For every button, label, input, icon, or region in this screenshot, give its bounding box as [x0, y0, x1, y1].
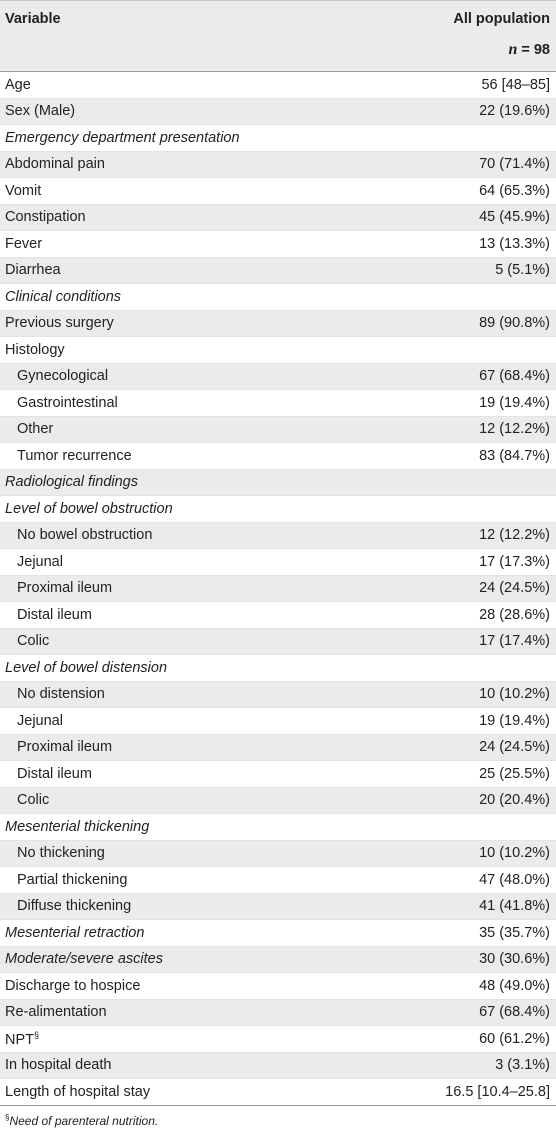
row-label — [5, 898, 131, 914]
table-row — [0, 602, 556, 629]
row-label-text: Distal ileum — [17, 765, 92, 782]
row-value: 5 (5.1%) — [495, 262, 550, 279]
table-row — [0, 364, 556, 391]
row-label — [5, 474, 138, 490]
row-value: 89 (90.8%) — [479, 315, 550, 332]
row-label-text: Length of hospital stay — [5, 1083, 151, 1100]
row-label-text: Vomit — [5, 182, 42, 199]
table-row — [0, 337, 556, 364]
row-value: 28 (28.6%) — [479, 606, 550, 623]
row-label — [5, 103, 75, 119]
row-label-text: Partial thickening — [17, 871, 128, 888]
row-label-text: No distension — [17, 686, 105, 703]
table-row — [0, 549, 556, 576]
row-label — [5, 315, 114, 331]
row-label — [5, 686, 105, 702]
row-value: 19 (19.4%) — [479, 394, 550, 411]
row-value: 12 (12.2%) — [479, 527, 550, 544]
row-label-text: Diarrhea — [5, 262, 61, 279]
row-label-text: Level of bowel obstruction — [5, 500, 173, 517]
row-label-text: Radiological findings — [5, 474, 138, 491]
row-value: 83 (84.7%) — [479, 447, 550, 464]
table-row — [0, 99, 556, 126]
row-label — [5, 819, 149, 835]
table-row — [0, 761, 556, 788]
row-value: 56 [48–85] — [481, 76, 550, 93]
population-column-header: All population — [453, 11, 550, 27]
row-label-text: Age — [5, 76, 31, 93]
row-label-text: In hospital death — [5, 1057, 112, 1074]
row-label-text: Emergency department presentation — [5, 129, 240, 146]
row-label-text: Distal ileum — [17, 606, 92, 623]
table-row — [0, 1053, 556, 1080]
table-row — [0, 443, 556, 470]
row-label — [5, 448, 132, 464]
row-label — [5, 395, 118, 411]
table-footnote — [0, 1113, 556, 1128]
row-label — [5, 368, 108, 384]
row-label — [5, 713, 63, 729]
table-row — [0, 125, 556, 152]
row-label — [5, 289, 121, 305]
row-value: 17 (17.3%) — [479, 553, 550, 570]
row-label — [5, 1057, 111, 1073]
row-value: 41 (41.8%) — [479, 898, 550, 915]
sample-size-label — [508, 41, 550, 59]
row-value: 45 (45.9%) — [479, 209, 550, 226]
table-row — [0, 470, 556, 497]
row-label — [5, 739, 112, 755]
table-row — [0, 894, 556, 921]
table-row — [0, 178, 556, 205]
row-label — [5, 77, 31, 93]
row-value: 25 (25.5%) — [479, 765, 550, 782]
table-row — [0, 788, 556, 815]
table-row — [0, 205, 556, 232]
row-label-text: Mesenterial retraction — [5, 924, 145, 941]
table-body — [0, 72, 556, 1106]
row-label — [5, 1084, 150, 1100]
row-value: 13 (13.3%) — [479, 235, 550, 252]
table-row — [0, 390, 556, 417]
row-label-text: Re-alimentation — [5, 1004, 107, 1021]
row-label — [5, 130, 240, 146]
table-row — [0, 311, 556, 338]
n-value: = 98 — [521, 42, 550, 58]
row-value: 20 (20.4%) — [479, 792, 550, 809]
row-label — [5, 633, 49, 649]
table-row — [0, 284, 556, 311]
row-label — [5, 1004, 107, 1020]
row-value: 30 (30.6%) — [479, 951, 550, 968]
table-row — [0, 1079, 556, 1106]
row-label — [5, 607, 92, 623]
row-value: 70 (71.4%) — [479, 156, 550, 173]
row-label-text: Clinical conditions — [5, 288, 122, 305]
table-row — [0, 708, 556, 735]
row-value: 22 (19.6%) — [479, 103, 550, 120]
row-label — [5, 156, 105, 172]
table-row — [0, 655, 556, 682]
row-value: 35 (35.7%) — [479, 924, 550, 941]
row-value: 48 (49.0%) — [479, 977, 550, 994]
table-row — [0, 973, 556, 1000]
table-row — [0, 231, 556, 258]
footnote-mark: § — [5, 1112, 10, 1122]
row-value: 64 (65.3%) — [479, 182, 550, 199]
row-label-text: Gynecological — [17, 368, 109, 385]
table-row — [0, 417, 556, 444]
row-label — [5, 580, 112, 596]
row-value: 24 (24.5%) — [479, 580, 550, 597]
row-label-text: Sex (Male) — [5, 103, 76, 120]
row-label-text: No thickening — [17, 845, 105, 862]
row-value: 3 (3.1%) — [495, 1057, 550, 1074]
table-row — [0, 735, 556, 762]
row-label — [5, 660, 167, 676]
table-row — [0, 258, 556, 285]
table-row — [0, 867, 556, 894]
row-label-text: Abdominal pain — [5, 156, 105, 173]
row-label — [5, 236, 42, 252]
row-label — [5, 501, 173, 517]
n-symbol: n — [508, 41, 518, 58]
table-row — [0, 496, 556, 523]
row-label — [5, 792, 49, 808]
row-label-text: Colic — [17, 792, 50, 809]
row-label — [5, 209, 86, 225]
row-label-text: Jejunal — [17, 712, 63, 729]
row-value: 60 (61.2%) — [479, 1030, 550, 1047]
row-label — [5, 978, 140, 994]
row-label-text: Gastrointestinal — [17, 394, 118, 411]
row-label-text: Fever — [5, 235, 43, 252]
table-row — [0, 72, 556, 99]
row-label-text: No bowel obstruction — [17, 527, 153, 544]
row-value: 67 (68.4%) — [479, 1004, 550, 1021]
table-row — [0, 1000, 556, 1027]
variable-column-header: Variable — [5, 11, 61, 27]
table-row — [0, 841, 556, 868]
row-value: 10 (10.2%) — [479, 845, 550, 862]
row-value: 17 (17.4%) — [479, 633, 550, 650]
table-row — [0, 920, 556, 947]
table-row — [0, 682, 556, 709]
row-label — [5, 951, 163, 967]
table-row — [0, 629, 556, 656]
row-label-text: Mesenterial thickening — [5, 818, 150, 835]
row-value: 12 (12.2%) — [479, 421, 550, 438]
row-value: 47 (48.0%) — [479, 871, 550, 888]
row-label-text: Colic — [17, 633, 50, 650]
row-label — [5, 925, 144, 941]
row-label — [5, 342, 65, 358]
table-row — [0, 814, 556, 841]
row-value: 67 (68.4%) — [479, 368, 550, 385]
row-label — [5, 1030, 39, 1048]
row-value: 16.5 [10.4–25.8] — [445, 1083, 550, 1100]
row-value: 24 (24.5%) — [479, 739, 550, 756]
row-label-text: Level of bowel distension — [5, 659, 168, 676]
row-label — [5, 183, 41, 199]
row-label-text: Histology — [5, 341, 65, 358]
row-value: 10 (10.2%) — [479, 686, 550, 703]
row-label-text: Tumor recurrence — [17, 447, 132, 464]
table-header — [0, 0, 556, 72]
row-label-text: NPT — [5, 1031, 34, 1048]
row-label-text: Diffuse thickening — [17, 898, 132, 915]
table-row — [0, 576, 556, 603]
row-label-text: Jejunal — [17, 553, 63, 570]
table-row — [0, 1026, 556, 1053]
row-label — [5, 262, 61, 278]
table-row — [0, 523, 556, 550]
row-value: 19 (19.4%) — [479, 712, 550, 729]
row-label-text: Discharge to hospice — [5, 977, 141, 994]
row-label-text: Proximal ileum — [17, 739, 113, 756]
table-row — [0, 152, 556, 179]
row-label-text: Proximal ileum — [17, 580, 113, 597]
row-label — [5, 845, 105, 861]
row-label-text: Previous surgery — [5, 315, 114, 332]
footnote-text: Need of parenteral nutrition. — [9, 1113, 159, 1128]
table-row — [0, 947, 556, 974]
row-label — [5, 554, 63, 570]
row-label-text: Other — [17, 421, 54, 438]
row-label — [5, 421, 53, 437]
row-label — [5, 527, 152, 543]
row-label-text: Moderate/severe ascites — [5, 951, 163, 968]
row-label — [5, 766, 92, 782]
row-label — [5, 872, 127, 888]
footnote-reference: § — [34, 1029, 40, 1040]
row-label-text: Constipation — [5, 209, 86, 226]
